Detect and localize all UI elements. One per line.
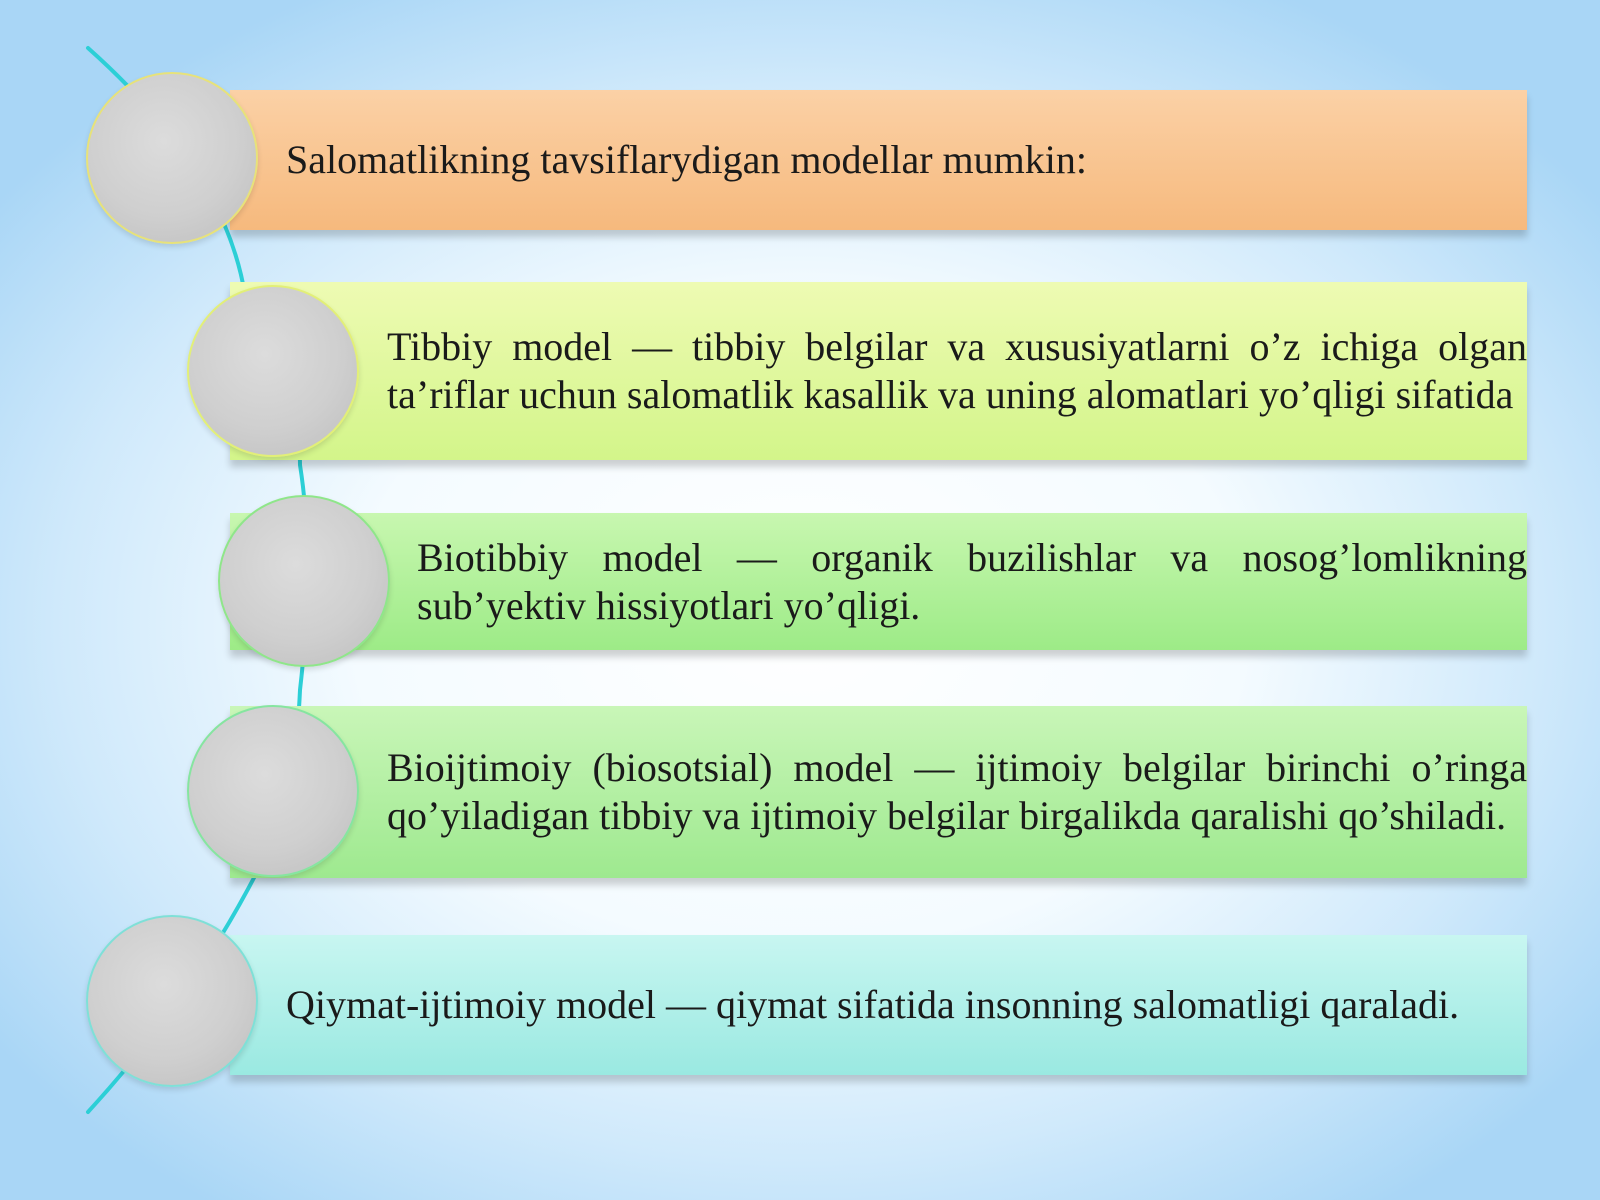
medical-model-text: Tibbiy model — tibbiy belgilar va xususiyatlarni o’z ichiga olgan ta’riflar uchun salomatlik kasallik va uning alomatlari yo’qligi sifatida [387,324,1527,417]
bullet-circle [218,495,390,667]
model-bar-biomedical [230,513,1527,650]
model-bar-biosocial [230,706,1527,878]
biomedical-model-text: Biotibbiy model — organik buzilishlar va nosog’lomlikning sub’yektiv hissiyotlari yo’qligi. [417,534,1527,628]
model-bar-medical [230,282,1527,460]
biosocial-model-text: Bioijtimoiy (biosotsial) model — ijtimoiy belgilar birinchi o’ringa qo’yiladigan tibbiy va ijtimoiy belgilar birgalikda qaralishi qo’shiladi. [387,745,1527,838]
intro-text: Salomatlikning tavsiflarydigan modellar mumkin: [286,137,1087,182]
bullet-circle [86,72,258,244]
bullet-circle [187,285,359,457]
model-bar-intro [230,90,1527,230]
bullet-circle [187,705,359,877]
model-bar-value-social [230,935,1527,1075]
value-social-model-text: Qiymat-ijtimoiy model — qiymat sifatida insonning salomatligi qaraladi. [286,982,1460,1027]
bullet-circle [86,915,258,1087]
